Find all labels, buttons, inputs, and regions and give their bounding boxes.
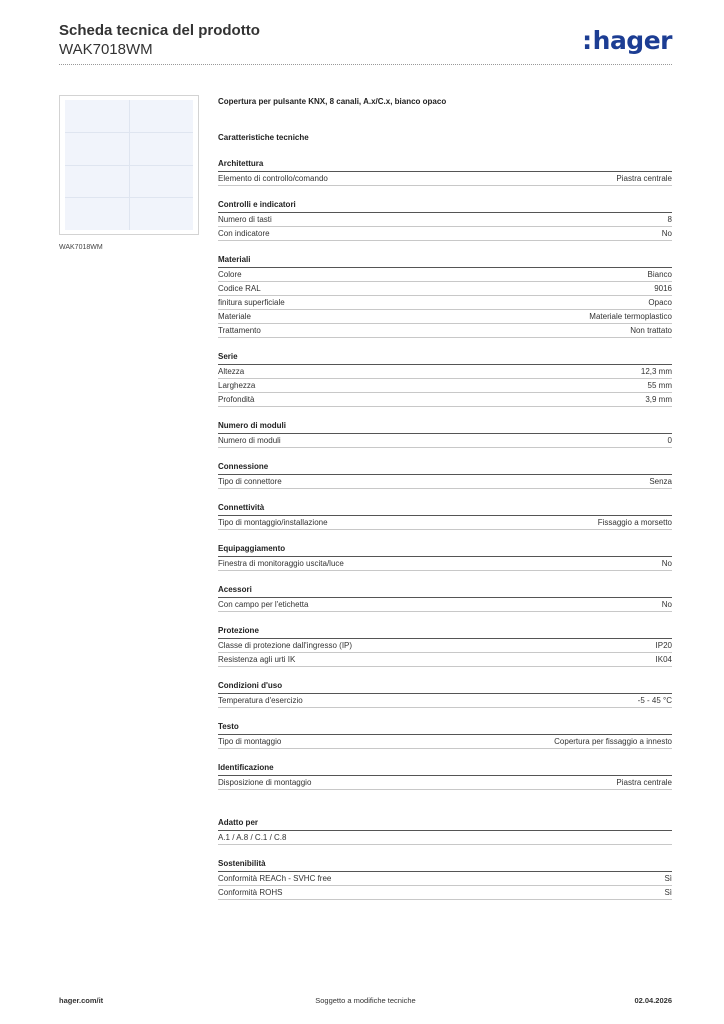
spec-label: finitura superficiale — [218, 298, 285, 307]
spec-section — [218, 858, 672, 900]
button-cell — [130, 100, 194, 132]
spec-section — [218, 584, 672, 612]
section-title: Connettività — [218, 502, 672, 516]
spec-value: No — [661, 559, 672, 568]
section-title: Adatto per — [218, 817, 672, 831]
spec-value: Senza — [649, 477, 672, 486]
spec-row — [218, 379, 672, 393]
spec-row — [218, 598, 672, 612]
spec-value: Piastra centrale — [616, 778, 672, 787]
spec-value: Piastra centrale — [616, 174, 672, 183]
spec-row — [218, 776, 672, 790]
spec-label: Conformità REACh - SVHC free — [218, 874, 332, 883]
button-cell — [65, 198, 129, 230]
spec-value: IK04 — [655, 655, 672, 664]
spec-row — [218, 365, 672, 379]
spec-value: Opaco — [648, 298, 672, 307]
spec-row — [218, 310, 672, 324]
section-title: Acessori — [218, 584, 672, 598]
spec-label: Larghezza — [218, 381, 256, 390]
spec-row — [218, 172, 672, 186]
spec-row — [218, 886, 672, 900]
spec-content — [218, 96, 672, 900]
logo-text: hager — [592, 26, 672, 55]
footer-date: 02.04.2026 — [634, 996, 672, 1005]
spec-label: Tipo di montaggio/installazione — [218, 518, 328, 527]
section-title: Sostenibilità — [218, 858, 672, 872]
spec-row — [218, 639, 672, 653]
footer-note: Soggetto a modifiche tecniche — [315, 996, 416, 1005]
product-description: Copertura per pulsante KNX, 8 canali, A.x/C.x, bianco opaco — [218, 97, 447, 106]
spec-sections — [218, 158, 672, 900]
button-cell — [65, 100, 129, 132]
spec-row — [218, 516, 672, 530]
spec-label: Trattamento — [218, 326, 261, 335]
spec-value: 0 — [667, 436, 672, 445]
spec-row — [218, 268, 672, 282]
spec-value: IP20 — [655, 641, 672, 650]
spec-row — [218, 872, 672, 886]
spec-row — [218, 694, 672, 708]
logo-mark-icon: : — [582, 26, 592, 55]
section-title: Testo — [218, 721, 672, 735]
spec-value: No — [661, 229, 672, 238]
header-divider — [59, 64, 672, 65]
spec-row — [218, 227, 672, 241]
section-title: Materiali — [218, 254, 672, 268]
section-title: Identificazione — [218, 762, 672, 776]
cover-illustration — [65, 100, 193, 230]
button-cell — [130, 198, 194, 230]
spec-value: No — [661, 600, 672, 609]
spec-row — [218, 324, 672, 338]
page-header — [59, 22, 260, 59]
spec-label: Numero di tasti — [218, 215, 272, 224]
spec-heading: Caratteristiche tecniche — [218, 133, 309, 142]
spec-label: Temperatura d'esercizio — [218, 696, 303, 705]
button-cell — [130, 166, 194, 198]
section-title: Controlli e indicatori — [218, 199, 672, 213]
spec-value: Sì — [664, 888, 672, 897]
spec-section — [218, 254, 672, 338]
spec-value: Copertura per fissaggio a innesto — [554, 737, 672, 746]
spec-value: Non trattato — [630, 326, 672, 335]
spec-row — [218, 653, 672, 667]
spec-section — [218, 543, 672, 571]
spec-row — [218, 434, 672, 448]
spec-row — [218, 831, 672, 845]
spec-section — [218, 351, 672, 407]
spec-value: Fissaggio a morsetto — [597, 518, 672, 527]
section-title: Serie — [218, 351, 672, 365]
spec-row — [218, 475, 672, 489]
spec-section — [218, 199, 672, 241]
spec-label: Finestra di monitoraggio uscita/luce — [218, 559, 344, 568]
spec-section — [218, 158, 672, 186]
spec-label: Tipo di connettore — [218, 477, 282, 486]
spec-section — [218, 721, 672, 749]
spec-label: Codice RAL — [218, 284, 261, 293]
spec-label: Altezza — [218, 367, 245, 376]
page-title: Scheda tecnica del prodotto — [59, 22, 260, 39]
spec-label: Numero di moduli — [218, 436, 281, 445]
product-image — [59, 95, 199, 235]
spec-label: Tipo di montaggio — [218, 737, 282, 746]
hager-logo[interactable] — [582, 26, 672, 55]
spec-section — [218, 762, 672, 790]
section-title: Architettura — [218, 158, 672, 172]
spec-section — [218, 420, 672, 448]
spec-section — [218, 680, 672, 708]
button-cell — [65, 133, 129, 165]
spec-section — [218, 461, 672, 489]
spec-row — [218, 393, 672, 407]
spec-row — [218, 213, 672, 227]
spec-label: Classe di protezione dall'ingresso (IP) — [218, 641, 353, 650]
spec-section — [218, 502, 672, 530]
spec-section — [218, 625, 672, 667]
spec-value: Materiale termoplastico — [589, 312, 672, 321]
spec-value: 55 mm — [647, 381, 672, 390]
section-title: Protezione — [218, 625, 672, 639]
footer-website[interactable]: hager.com/it — [59, 996, 104, 1005]
image-caption: WAK7018WM — [59, 244, 103, 251]
spec-row — [218, 282, 672, 296]
spec-label: Profondità — [218, 395, 255, 404]
spec-value: Bianco — [647, 270, 672, 279]
spec-label: Materiale — [218, 312, 251, 321]
spec-row — [218, 735, 672, 749]
section-title: Equipaggiamento — [218, 543, 672, 557]
spec-value: 12,3 mm — [640, 367, 672, 376]
spec-value: 9016 — [654, 284, 672, 293]
spec-row — [218, 557, 672, 571]
spec-label: Colore — [218, 270, 242, 279]
button-cell — [65, 166, 129, 198]
spec-label: Disposizione di montaggio — [218, 778, 312, 787]
section-title: Connessione — [218, 461, 672, 475]
spec-value: -5 - 45 °C — [637, 696, 672, 705]
section-title: Numero di moduli — [218, 420, 672, 434]
spec-label: Conformità ROHS — [218, 888, 283, 897]
spec-value: 8 — [667, 215, 672, 224]
product-code: WAK7018WM — [59, 41, 153, 58]
spec-label: Elemento di controllo/comando — [218, 174, 328, 183]
spec-section — [218, 817, 672, 845]
spec-label: Con campo per l'etichetta — [218, 600, 309, 609]
spec-label: Resistenza agli urti IK — [218, 655, 296, 664]
spec-row — [218, 296, 672, 310]
spec-label: Con indicatore — [218, 229, 270, 238]
spec-value: Sì — [664, 874, 672, 883]
section-title: Condizioni d'uso — [218, 680, 672, 694]
spec-label: A.1 / A.8 / C.1 / C.8 — [218, 833, 287, 842]
spec-value: 3,9 mm — [645, 395, 672, 404]
button-cell — [130, 133, 194, 165]
